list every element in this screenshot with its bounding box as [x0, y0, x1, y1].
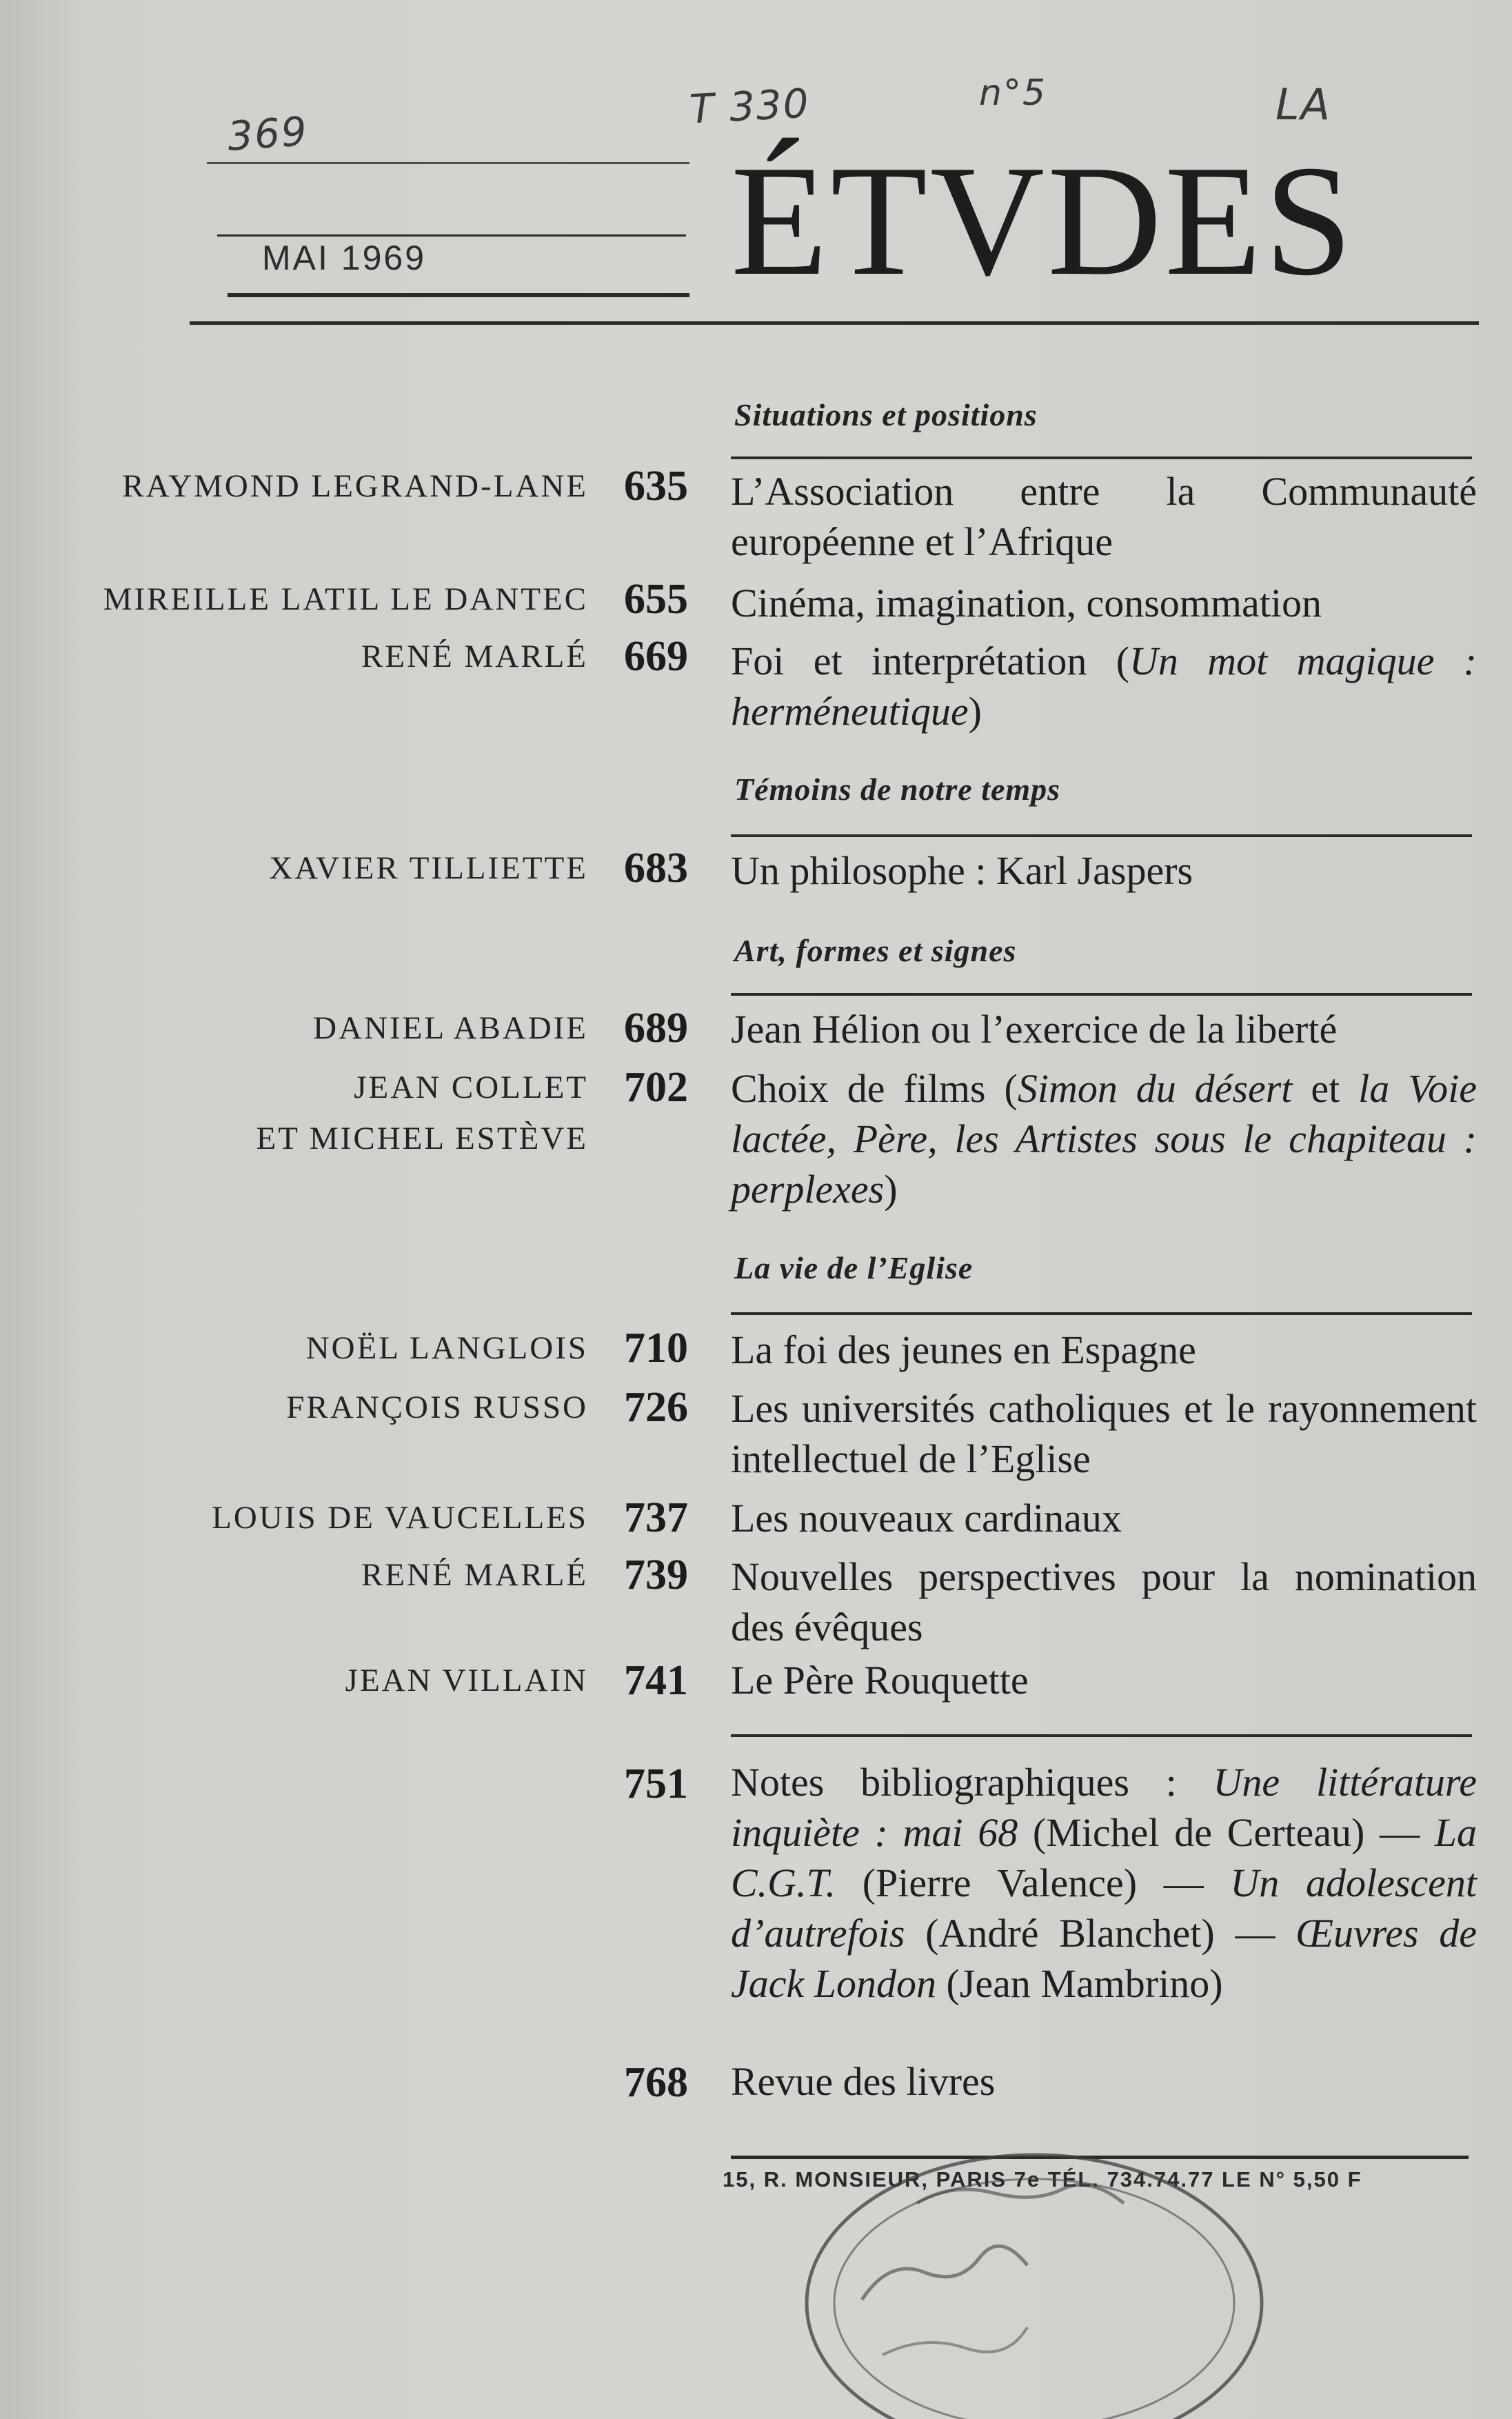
toc-page-number: 655 — [624, 576, 688, 623]
toc-title: L’Association entre la Communauté européenne et l’Afrique — [731, 469, 1477, 564]
toc-title: Foi et interprétation (Un mot magique : herméneutique) — [731, 639, 1477, 734]
masthead-main-rule — [190, 321, 1479, 325]
handwritten-call-number: T 330 — [688, 79, 812, 133]
masthead-rule-upper — [207, 162, 689, 164]
toc-title: Un philosophe : Karl Jaspers — [731, 848, 1193, 893]
handwritten-code: LA — [1276, 79, 1331, 130]
toc-page-number: 768 — [624, 2059, 688, 2106]
masthead-rule-middle — [217, 234, 686, 237]
section-heading: Témoins de notre temps — [734, 772, 1061, 807]
section-rule — [731, 834, 1472, 837]
library-stamp — [758, 2127, 1296, 2419]
toc-title: Notes bibliographiques : Une littérature inquiète : mai 68 (Michel de Certeau) — La C.G.T. (Pierre Valence) — Un adolescent d’autrefois (André Blanchet) — Œuvres de Jack London (Jean Mambrino) — [731, 1760, 1477, 2006]
handwritten-issue: n°5 — [979, 72, 1047, 114]
publisher-address: 15, R. MONSIEUR, PARIS 7e TÉL. 734.74.77 LE N° 5,50 F — [723, 2167, 1362, 2191]
toc-author: JEAN VILLAIN — [345, 1663, 588, 1698]
toc-page-number: 737 — [624, 1494, 688, 1541]
toc-title: Jean Hélion ou l’exercice de la liberté — [731, 1007, 1338, 1052]
toc-author: LOUIS DE VAUCELLES — [212, 1500, 588, 1536]
toc-author: MIREILLE LATIL LE DANTEC — [103, 581, 588, 617]
toc-page-number: 726 — [624, 1384, 688, 1431]
toc-author: NOËL LANGLOIS — [305, 1330, 588, 1366]
toc-author: RAYMOND LEGRAND-LANE — [122, 468, 588, 504]
toc-author: FRANÇOIS RUSSO — [286, 1389, 588, 1425]
section-rule — [731, 1312, 1472, 1315]
toc-page-number: 635 — [624, 463, 688, 510]
toc-page-number: 710 — [624, 1325, 688, 1372]
section-heading: Situations et positions — [734, 397, 1038, 432]
toc-title: Choix de films (Simon du désert et la Voie lactée, Père, les Artistes sous le chapiteau : perplexes) — [731, 1066, 1477, 1212]
toc-title: La foi des jeunes en Espagne — [731, 1327, 1196, 1372]
toc-author-second-line: ET MICHEL ESTÈVE — [256, 1121, 588, 1156]
toc-title: Les nouveaux cardinaux — [731, 1496, 1122, 1540]
section-rule — [731, 993, 1472, 996]
handwritten-number: 369 — [225, 108, 310, 160]
toc-title: Le Père Rouquette — [731, 1658, 1029, 1703]
toc-author: RENÉ MARLÉ — [361, 1557, 588, 1593]
toc-page-number: 683 — [624, 845, 688, 892]
issue-date: MAI 1969 — [262, 239, 427, 277]
toc-author: DANIEL ABADIE — [313, 1010, 588, 1046]
masthead-rule-lower — [228, 293, 689, 297]
toc-page-number: 741 — [624, 1657, 688, 1704]
toc-title: Revue des livres — [731, 2059, 996, 2104]
toc-author: JEAN COLLET — [354, 1070, 588, 1105]
toc-author: XAVIER TILLIETTE — [269, 850, 588, 886]
toc-page-number: 669 — [624, 633, 688, 680]
toc-title: Cinéma, imagination, consommation — [731, 581, 1322, 625]
toc-page-number: 739 — [624, 1552, 688, 1598]
toc-page-number: 702 — [624, 1064, 688, 1111]
journal-title: ÉTVDES — [731, 132, 1355, 308]
section-rule — [731, 456, 1472, 459]
toc-page-number: 751 — [624, 1760, 688, 1807]
toc-author: RENÉ MARLÉ — [361, 639, 588, 674]
section-heading: La vie de l’Eglise — [734, 1250, 974, 1285]
toc-page-number: 689 — [624, 1005, 688, 1052]
toc-title: Les universités catholiques et le rayonnement intellectuel de l’Eglise — [731, 1386, 1477, 1481]
toc-title: Nouvelles perspectives pour la nomination des évêques — [731, 1554, 1477, 1649]
section-rule — [731, 1734, 1472, 1737]
section-heading: Art, formes et signes — [734, 933, 1017, 968]
